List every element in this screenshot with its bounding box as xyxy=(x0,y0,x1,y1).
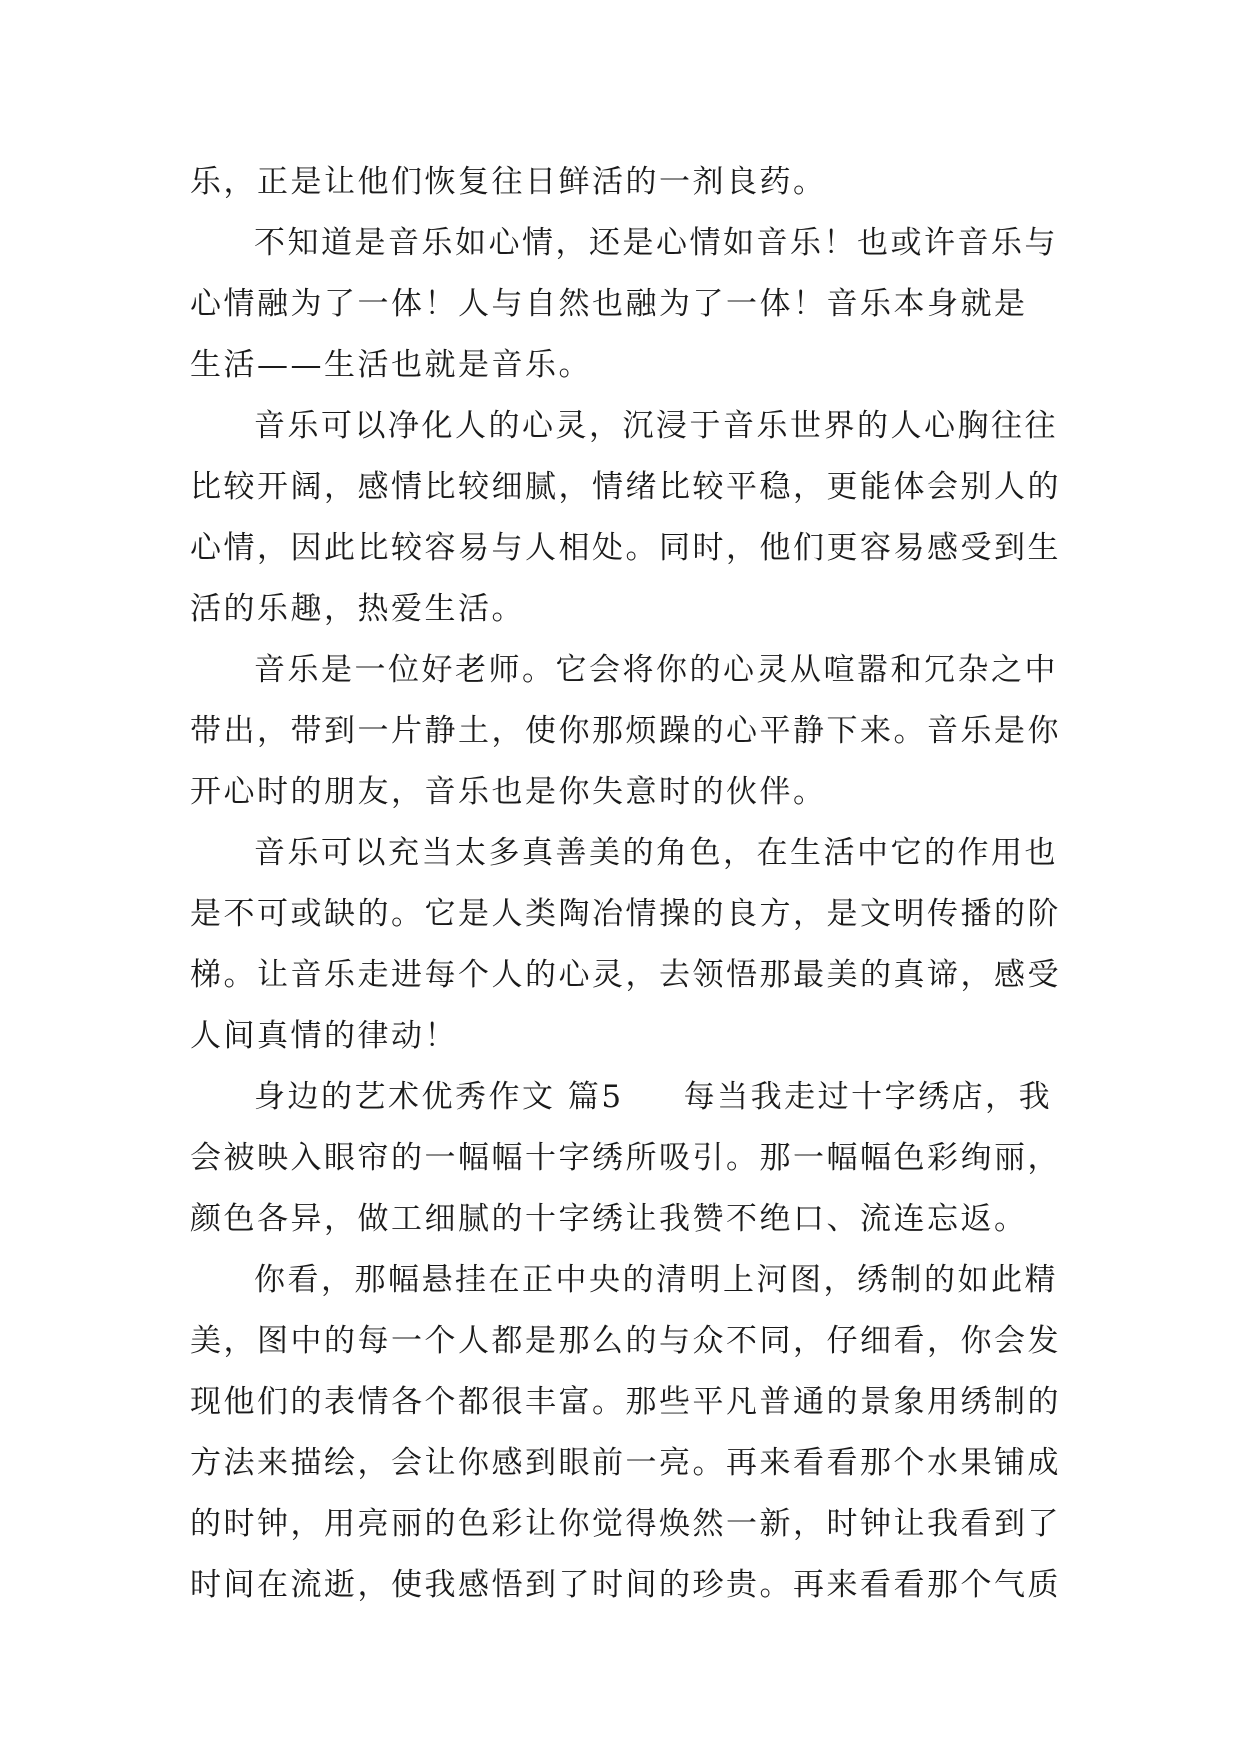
text-line: 时间在流逝，使我感悟到了时间的珍贵。再来看看那个气质 xyxy=(190,1567,1061,1603)
body-text xyxy=(190,152,1070,1616)
text-line: 会被映入眼帘的一幅幅十字绣所吸引。那一幅幅色彩绚丽， xyxy=(190,1140,1061,1176)
text-line: 方法来描绘，会让你感到眼前一亮。再来看看那个水果铺成 xyxy=(190,1445,1061,1481)
text-line: 每当我走过十字绣店，我 xyxy=(683,1079,1053,1115)
paragraph-start-line: 音乐可以充当太多真善美的角色，在生活中它的作用也 xyxy=(254,835,1058,871)
text-line: 人间真情的律动！ xyxy=(190,1018,458,1054)
text-line: 带出，带到一片静土，使你那烦躁的心平静下来。音乐是你 xyxy=(190,713,1061,749)
paragraph-start-line: 音乐可以净化人的心灵，沉浸于音乐世界的人心胸往往 xyxy=(254,408,1058,444)
section-heading-line xyxy=(190,1067,1070,1128)
text-line: 心情，因此比较容易与人相处。同时，他们更容易感受到生 xyxy=(190,530,1061,566)
paragraph-start-line: 不知道是音乐如心情，还是心情如音乐！也或许音乐与 xyxy=(254,225,1058,261)
text-line: 现他们的表情各个都很丰富。那些平凡普通的景象用绣制的 xyxy=(190,1384,1061,1420)
text-line: 梯。让音乐走进每个人的心灵，去领悟那最美的真谛，感受 xyxy=(190,957,1061,993)
text-line: 生活——生活也就是音乐。 xyxy=(190,347,592,383)
text-line: 的时钟，用亮丽的色彩让你觉得焕然一新，时钟让我看到了 xyxy=(190,1506,1061,1542)
paragraph-start-line: 音乐是一位好老师。它会将你的心灵从喧嚣和冗杂之中 xyxy=(254,652,1058,688)
text-line: 活的乐趣，热爱生活。 xyxy=(190,591,525,627)
text-line: 比较开阔，感情比较细腻，情绪比较平稳，更能体会别人的 xyxy=(190,469,1061,505)
text-line: 乐，正是让他们恢复往日鲜活的一剂良药。 xyxy=(190,164,827,200)
text-line: 美，图中的每一个人都是那么的与众不同，仔细看，你会发 xyxy=(190,1323,1061,1359)
text-line: 开心时的朋友，音乐也是你失意时的伙伴。 xyxy=(190,774,827,810)
section-heading: 身边的艺术优秀作文 篇5 xyxy=(254,1079,624,1115)
paragraph-start-line: 你看，那幅悬挂在正中央的清明上河图，绣制的如此精 xyxy=(254,1262,1058,1298)
text-line: 是不可或缺的。它是人类陶冶情操的良方，是文明传播的阶 xyxy=(190,896,1061,932)
text-line: 颜色各异，做工细腻的十字绣让我赞不绝口、流连忘返。 xyxy=(190,1201,1028,1237)
text-line: 心情融为了一体！人与自然也融为了一体！音乐本身就是 xyxy=(190,286,1028,322)
